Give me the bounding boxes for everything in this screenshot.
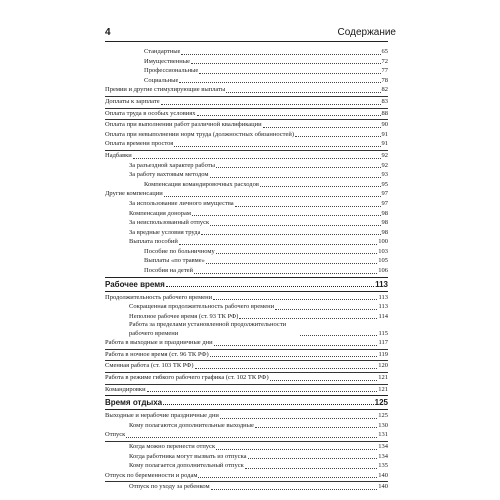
toc-entry-page: 83 (381, 97, 388, 105)
toc-entry-title: Работа в режиме гибкого рабочего графика (ст. 102 ТК РФ) (105, 374, 269, 382)
dot-leader (197, 115, 381, 116)
dot-leader (216, 253, 377, 254)
table-of-contents (105, 47, 388, 492)
toc-entry[interactable] (105, 373, 388, 383)
toc-entry-title: Отпуск (105, 431, 126, 439)
toc-entry-page: 131 (378, 431, 388, 439)
toc-entry-page: 88 (381, 109, 388, 117)
toc-entry-page: 98 (381, 219, 388, 227)
dot-leader (206, 263, 377, 264)
toc-entry-page: 92 (381, 151, 388, 159)
toc-entry-page: 97 (381, 190, 388, 198)
toc-entry-page: 90 (381, 121, 388, 129)
toc-entry-title: Другие компенсации (105, 190, 163, 198)
dot-leader (263, 127, 381, 128)
dot-leader (194, 273, 377, 274)
toc-entry-title: За использование личного имущества (129, 199, 234, 207)
toc-entry-page: 113 (378, 293, 388, 301)
toc-entry-title: Социальные (144, 76, 179, 84)
dot-leader (179, 244, 377, 245)
toc-entry-page: 100 (378, 238, 388, 246)
toc-entry[interactable] (105, 421, 388, 431)
toc-entry-title: Отпуск по беременности и родам (105, 471, 198, 479)
toc-entry-title: Командировки (105, 385, 146, 393)
toc-entry-title: За разъездной характер работы (129, 161, 215, 169)
toc-entry[interactable] (105, 228, 388, 238)
dot-leader (126, 437, 377, 438)
toc-entry-page: 140 (378, 471, 388, 479)
toc-entry[interactable] (105, 430, 388, 440)
toc-entry-title: Выплаты «по травме» (144, 257, 205, 265)
toc-entry-title: Когда можно перенести отпуск (129, 443, 216, 450)
toc-entry-title: Когда работника могут вызвать из отпуска (129, 452, 247, 460)
toc-entry-title: Оплата при выполнении работ различной квалификации (105, 121, 262, 129)
dot-leader (161, 104, 381, 105)
toc-entry-page: 125 (378, 412, 388, 420)
dot-leader (133, 158, 381, 159)
header-rule (105, 41, 388, 42)
toc-entry[interactable] (105, 161, 388, 171)
toc-entry-page: 65 (381, 48, 388, 55)
toc-entry-page: 105 (378, 257, 388, 265)
toc-entry-title: Продолжительность рабочего времени (105, 293, 213, 301)
toc-entry-page: 95 (381, 180, 388, 188)
toc-entry-title: Работа в выходные и праздничные дни (105, 339, 213, 347)
dot-leader (211, 489, 378, 490)
toc-entry[interactable] (105, 189, 388, 199)
toc-entry-title: Оплата труда в особых условиях (105, 109, 196, 117)
toc-entry-title: За работу вахтовым методом (129, 171, 209, 179)
dot-leader (226, 92, 380, 93)
toc-entry-title: Работа в ночное время (ст. 96 ТК РФ) (105, 350, 209, 358)
toc-entry-title: Доплаты к зарплате (105, 97, 160, 105)
toc-entry[interactable] (105, 442, 388, 452)
toc-entry[interactable] (105, 256, 388, 266)
toc-entry[interactable] (105, 97, 388, 107)
toc-entry[interactable] (105, 151, 388, 161)
dot-leader (164, 196, 381, 197)
toc-entry[interactable] (105, 218, 388, 228)
dot-leader (275, 309, 377, 310)
dot-leader (181, 54, 380, 55)
dot-leader (295, 136, 380, 137)
toc-entry[interactable] (105, 321, 388, 338)
toc-entry-title: Компенсация донорам (129, 209, 192, 217)
toc-entry-page: 117 (378, 339, 388, 347)
dot-leader (210, 356, 378, 357)
dot-leader (213, 299, 377, 300)
dot-leader (147, 391, 378, 392)
toc-entry-title: Оплата при невыполнении норм труда (должностных обязанностей) (105, 130, 295, 138)
toc-entry-page: 135 (378, 462, 388, 470)
toc-entry[interactable] (105, 199, 388, 209)
toc-entry-page: 98 (381, 209, 388, 217)
toc-entry-page: 91 (381, 140, 388, 148)
toc-entry-page: 106 (378, 267, 388, 275)
dot-leader (239, 318, 377, 319)
dot-leader (210, 177, 381, 178)
toc-entry[interactable] (105, 338, 388, 348)
dot-leader (216, 167, 381, 168)
toc-entry-title: Сменная работа (ст. 103 ТК РФ) (105, 362, 194, 370)
dot-leader (260, 186, 381, 187)
toc-entry-page: 72 (381, 57, 388, 65)
toc-chapter-heading[interactable] (105, 395, 388, 410)
dot-leader (163, 404, 374, 405)
toc-entry-title: За неиспользованный отпуск (129, 219, 210, 227)
toc-entry[interactable] (105, 482, 388, 492)
toc-entry-title: Надбавки (105, 151, 132, 159)
dot-leader (198, 477, 377, 478)
toc-entry[interactable] (105, 471, 388, 481)
toc-entry-title: Имущественные (144, 57, 190, 65)
toc-entry-page: 92 (381, 161, 388, 169)
toc-entry[interactable] (105, 350, 388, 360)
toc-entry[interactable] (105, 170, 388, 180)
dot-leader (220, 418, 377, 419)
toc-entry-title: За вредные условия труда (129, 228, 201, 236)
dot-leader (210, 225, 380, 226)
dot-leader (199, 73, 380, 74)
toc-entry-page: 121 (378, 374, 388, 382)
dot-leader (174, 146, 380, 147)
page-number: 4 (105, 27, 111, 38)
toc-entry-title: Кому полагается дополнительный отпуск (129, 462, 244, 470)
dot-leader (270, 380, 378, 381)
dot-leader (201, 234, 380, 235)
toc-entry-title: Кому полагаются дополнительные выходные (129, 421, 254, 429)
toc-entry-title: Время отдыха (105, 398, 163, 408)
toc-entry-title: Пособие по больничному (144, 247, 215, 255)
toc-entry[interactable] (105, 120, 388, 130)
toc-entry-title: Пособия на детей (144, 267, 194, 275)
toc-entry-page: 119 (378, 350, 388, 358)
toc-entry-title: Профессиональные (144, 67, 199, 75)
toc-entry[interactable] (105, 109, 388, 119)
toc-entry-page: 134 (378, 443, 388, 450)
dot-leader (300, 335, 377, 336)
toc-entry-page: 77 (381, 67, 388, 75)
toc-entry-page: 91 (381, 130, 388, 138)
toc-chapter-heading[interactable] (105, 277, 388, 292)
toc-entry[interactable] (105, 411, 388, 421)
toc-entry-page: 115 (378, 329, 388, 337)
dot-leader (248, 458, 378, 459)
toc-entry-page: 113 (378, 303, 388, 311)
toc-entry[interactable] (105, 57, 388, 67)
dot-leader (192, 215, 380, 216)
toc-entry[interactable] (105, 452, 388, 462)
running-head: Содержание (337, 27, 396, 38)
toc-entry-title: Оплата времени простоя (105, 140, 174, 148)
toc-entry[interactable] (105, 266, 388, 276)
toc-entry-title: Выходные и нерабочие праздничные дни (105, 412, 219, 420)
toc-entry-page: 97 (381, 199, 388, 207)
toc-entry-page: 103 (378, 247, 388, 255)
toc-entry-page: 125 (374, 398, 388, 408)
toc-entry[interactable] (105, 66, 388, 76)
dot-leader (191, 63, 381, 64)
dot-leader (235, 206, 381, 207)
dot-leader (166, 286, 374, 287)
dot-leader (214, 345, 378, 346)
dot-leader (216, 449, 377, 450)
toc-entry-title: Выплата пособий (129, 238, 178, 246)
toc-entry[interactable] (105, 247, 388, 257)
toc-entry-title: Неполное рабочее время (ст. 93 ТК РФ) (129, 312, 239, 320)
toc-entry[interactable] (105, 461, 388, 471)
toc-entry-title: Сокращенная продолжительность рабочего времени (129, 303, 275, 311)
toc-entry[interactable] (105, 47, 388, 57)
toc-entry-page: 130 (378, 421, 388, 429)
toc-entry-page: 121 (378, 385, 388, 393)
toc-entry-page: 93 (381, 171, 388, 179)
toc-entry-page: 120 (378, 362, 388, 370)
toc-entry-title: Работа за пределами установленной продолжительности рабочего времени (129, 321, 287, 337)
toc-entry[interactable] (105, 293, 388, 303)
toc-entry-page: 140 (378, 483, 388, 491)
toc-entry-title: Отпуск по уходу за ребенком (129, 483, 210, 491)
toc-entry[interactable] (105, 361, 388, 371)
toc-entry-title: Стандартные (144, 48, 181, 55)
toc-entry-page: 134 (378, 452, 388, 460)
toc-entry-page: 82 (381, 86, 388, 94)
toc-entry[interactable] (105, 385, 388, 395)
toc-entry-title: Рабочее время (105, 279, 165, 289)
toc-entry[interactable] (105, 209, 388, 219)
toc-entry[interactable] (105, 237, 388, 247)
toc-entry[interactable] (105, 85, 388, 95)
dot-leader (195, 368, 378, 369)
dot-leader (179, 82, 380, 83)
toc-entry[interactable] (105, 180, 388, 190)
toc-entry[interactable] (105, 76, 388, 86)
toc-entry-page: 78 (381, 76, 388, 84)
toc-entry[interactable] (105, 130, 388, 140)
toc-entry-title: Компенсация командировочных расходов (144, 180, 259, 188)
toc-entry-page: 113 (375, 279, 388, 289)
toc-entry[interactable] (105, 302, 388, 312)
toc-entry-page: 114 (378, 312, 388, 320)
toc-entry[interactable] (105, 139, 388, 149)
toc-entry-page: 98 (381, 228, 388, 236)
toc-entry[interactable] (105, 312, 388, 322)
toc-entry-title: Премии и другие стимулирующие выплаты (105, 86, 226, 94)
dot-leader (255, 427, 377, 428)
dot-leader (245, 468, 377, 469)
